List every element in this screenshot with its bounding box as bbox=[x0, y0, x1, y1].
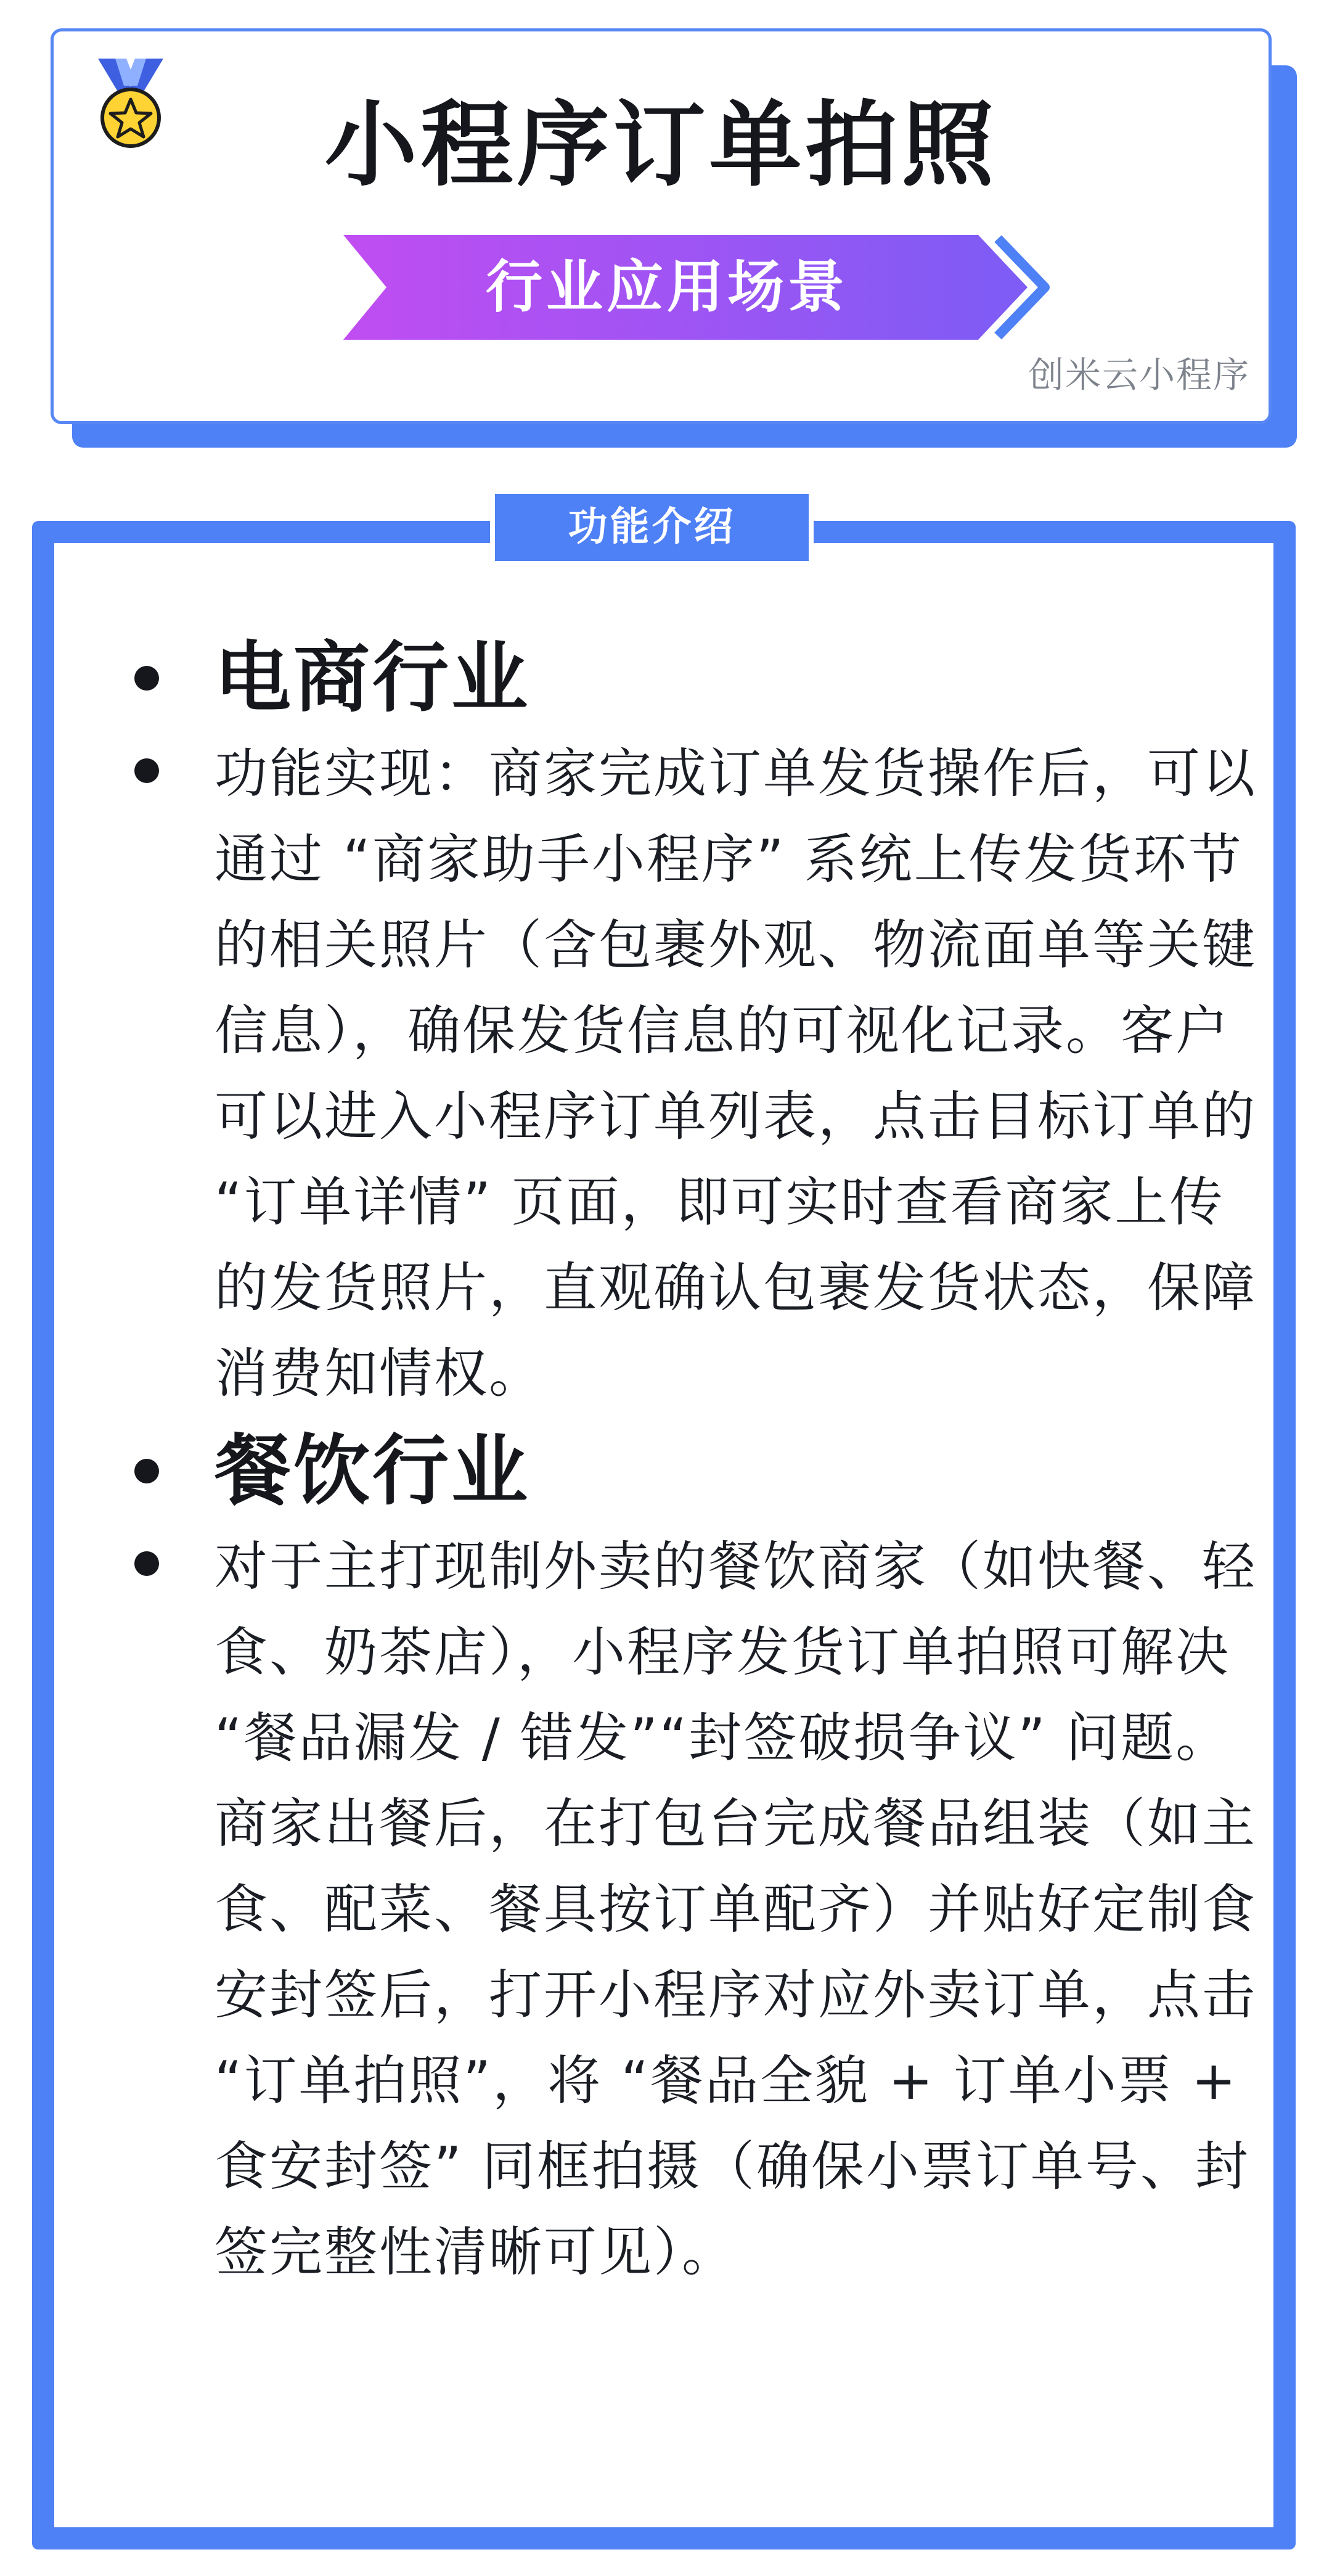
section-body-catering: 对于主打现制外卖的餐饮商家（如快餐、轻食、奶茶店），小程序发货订单拍照可解决 “餐品漏发 / 错发”“封签破损争议” 问题。商家出餐后，在打包台完成餐品组装（如主食、配菜、餐具按订单配齐）并贴好定制食安封签后，打开小程序对应外卖订单，点击 “订单拍照”，将 “餐品全貌 + 订单小票 + 食安封签” 同框拍摄（确保小票订单号、封签完整性清晰可见）。 bbox=[123, 1524, 1270, 2295]
page-title: 小程序订单拍照 bbox=[324, 92, 998, 199]
header-card bbox=[51, 28, 1272, 424]
ribbon-label: 行业应用场景 bbox=[485, 254, 848, 320]
section-heading-catering: 餐饮行业 bbox=[123, 1422, 1270, 1520]
feature-list bbox=[123, 629, 1270, 2295]
section-body-ecommerce: 功能实现：商家完成订单发货操作后，可以通过 “商家助手小程序” 系统上传发货环节的相关照片（含包裹外观、物流面单等关键信息），确保发货信息的可视化记录。客户可以进入小程序订单列表，点击目标订单的 “订单详情” 页面，即可实时查看商家上传的发货照片，直观确认包裹发货状态，保障消费知情权。 bbox=[123, 731, 1270, 1417]
brand-name: 创米云小程序 bbox=[1028, 354, 1250, 396]
section-tab-label: 功能介绍 bbox=[490, 489, 814, 566]
section-heading-ecommerce: 电商行业 bbox=[123, 629, 1270, 728]
